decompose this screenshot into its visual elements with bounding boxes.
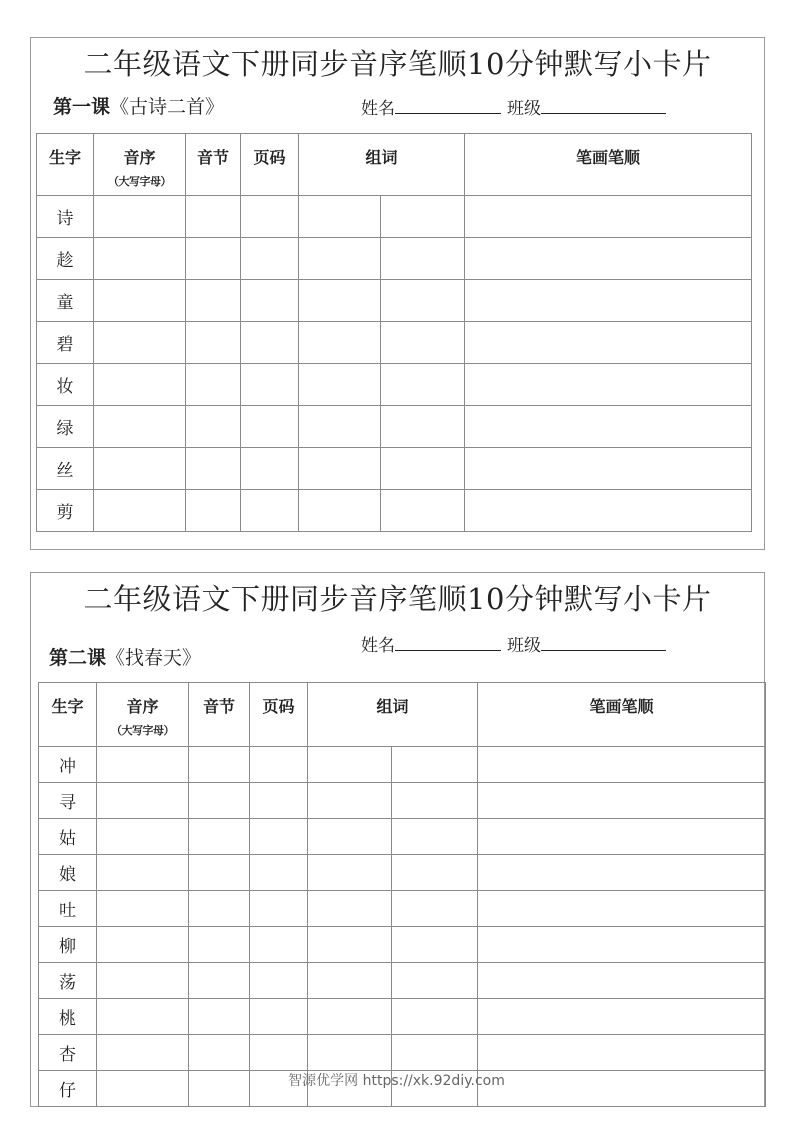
dictation-card-1: [30, 37, 765, 550]
class-field[interactable]: [507, 631, 666, 656]
strokes-cell[interactable]: [465, 490, 752, 532]
character-cell: 妆: [37, 364, 94, 406]
order-cell[interactable]: [97, 999, 189, 1035]
word-cell-1[interactable]: [308, 819, 392, 855]
table-row: [37, 280, 752, 322]
header-order: [94, 134, 186, 196]
word-cell-1[interactable]: [299, 448, 381, 490]
word-cell-2[interactable]: [381, 280, 465, 322]
page-cell[interactable]: [250, 1035, 308, 1071]
syllable-cell[interactable]: [189, 819, 250, 855]
word-cell-2[interactable]: [381, 322, 465, 364]
class-label: 班级: [507, 636, 541, 656]
syllable-cell[interactable]: [186, 196, 241, 238]
strokes-cell[interactable]: [465, 448, 752, 490]
strokes-cell[interactable]: [478, 783, 766, 819]
table-row: [39, 783, 766, 819]
word-cell-2[interactable]: [381, 238, 465, 280]
strokes-cell[interactable]: [478, 819, 766, 855]
character-cell: 吐: [39, 891, 97, 927]
word-cell-1[interactable]: [308, 855, 392, 891]
word-cell-1[interactable]: [308, 891, 392, 927]
header-strokes: 笔画笔顺: [478, 683, 766, 747]
page-cell[interactable]: [241, 364, 299, 406]
table-body: [37, 196, 752, 532]
order-cell[interactable]: [94, 406, 186, 448]
order-cell[interactable]: [97, 819, 189, 855]
header-words: 组词: [308, 683, 478, 747]
syllable-cell[interactable]: [189, 963, 250, 999]
table-row: [39, 819, 766, 855]
order-cell[interactable]: [97, 783, 189, 819]
strokes-cell[interactable]: [465, 280, 752, 322]
syllable-cell[interactable]: [189, 783, 250, 819]
strokes-cell[interactable]: [478, 927, 766, 963]
lesson-heading: [53, 92, 224, 119]
word-cell-2[interactable]: [392, 855, 478, 891]
page-cell[interactable]: [250, 819, 308, 855]
strokes-cell[interactable]: [465, 322, 752, 364]
order-cell[interactable]: [97, 1035, 189, 1071]
character-cell: 碧: [37, 322, 94, 364]
syllable-cell[interactable]: [189, 855, 250, 891]
table-row: [37, 406, 752, 448]
character-cell: 童: [37, 280, 94, 322]
word-cell-1[interactable]: [308, 963, 392, 999]
strokes-cell[interactable]: [478, 891, 766, 927]
order-cell[interactable]: [97, 747, 189, 783]
syllable-cell[interactable]: [189, 999, 250, 1035]
table-row: [37, 364, 752, 406]
order-cell[interactable]: [94, 490, 186, 532]
header-char: 生字: [37, 134, 94, 196]
strokes-cell[interactable]: [478, 963, 766, 999]
page-cell[interactable]: [250, 747, 308, 783]
name-label: 姓名: [361, 636, 395, 656]
page-cell[interactable]: [250, 783, 308, 819]
strokes-cell[interactable]: [465, 238, 752, 280]
character-cell: 姑: [39, 819, 97, 855]
word-cell-1[interactable]: [299, 280, 381, 322]
header-order-note: （大写字母）: [111, 724, 174, 737]
lesson-name: 《找春天》: [106, 647, 202, 669]
order-cell[interactable]: [97, 963, 189, 999]
page-cell[interactable]: [241, 238, 299, 280]
table-row: [39, 963, 766, 999]
table-body: [39, 747, 766, 1107]
strokes-cell[interactable]: [478, 855, 766, 891]
character-cell: 诗: [37, 196, 94, 238]
table-row: [39, 1035, 766, 1071]
word-cell-1[interactable]: [308, 783, 392, 819]
header-page: 页码: [250, 683, 308, 747]
word-cell-1[interactable]: [308, 927, 392, 963]
name-label: 姓名: [361, 99, 395, 119]
character-cell: 丝: [37, 448, 94, 490]
character-cell: 柳: [39, 927, 97, 963]
syllable-cell[interactable]: [186, 322, 241, 364]
order-cell[interactable]: [94, 448, 186, 490]
character-cell: 寻: [39, 783, 97, 819]
header-strokes: 笔画笔顺: [465, 134, 752, 196]
word-cell-1[interactable]: [299, 406, 381, 448]
header-words: 组词: [299, 134, 465, 196]
page-cell[interactable]: [250, 891, 308, 927]
dictation-table: [36, 133, 752, 532]
syllable-cell[interactable]: [186, 364, 241, 406]
table-row: [37, 238, 752, 280]
lesson-name: 《古诗二首》: [110, 96, 225, 118]
dictation-card-2: [30, 572, 765, 1107]
order-cell[interactable]: [97, 891, 189, 927]
syllable-cell[interactable]: [186, 490, 241, 532]
syllable-cell[interactable]: [189, 747, 250, 783]
class-field[interactable]: [507, 94, 666, 119]
syllable-cell[interactable]: [189, 927, 250, 963]
order-cell[interactable]: [97, 855, 189, 891]
character-cell: 剪: [37, 490, 94, 532]
name-blank[interactable]: [395, 99, 501, 114]
word-cell-2[interactable]: [381, 364, 465, 406]
word-cell-1[interactable]: [299, 490, 381, 532]
strokes-cell[interactable]: [465, 196, 752, 238]
table-row: [39, 891, 766, 927]
word-cell-1[interactable]: [299, 364, 381, 406]
class-blank[interactable]: [541, 99, 666, 114]
word-cell-2[interactable]: [392, 891, 478, 927]
name-field[interactable]: [361, 631, 501, 656]
page-cell[interactable]: [250, 855, 308, 891]
order-cell[interactable]: [97, 927, 189, 963]
syllable-cell[interactable]: [186, 448, 241, 490]
strokes-cell[interactable]: [465, 406, 752, 448]
order-cell[interactable]: [94, 364, 186, 406]
page-cell[interactable]: [241, 490, 299, 532]
page-cell[interactable]: [241, 448, 299, 490]
header-syllable: 音节: [186, 134, 241, 196]
header-syllable: 音节: [189, 683, 250, 747]
header-order-note: （大写字母）: [108, 175, 171, 188]
header-order-label: 音序: [123, 148, 156, 167]
order-cell[interactable]: [94, 322, 186, 364]
page-cell[interactable]: [241, 196, 299, 238]
character-cell: 绿: [37, 406, 94, 448]
word-cell-1[interactable]: [299, 238, 381, 280]
class-blank[interactable]: [541, 636, 666, 651]
character-cell: 冲: [39, 747, 97, 783]
order-cell[interactable]: [94, 196, 186, 238]
word-cell-1[interactable]: [299, 322, 381, 364]
word-cell-1[interactable]: [308, 999, 392, 1035]
word-cell-2[interactable]: [392, 819, 478, 855]
word-cell-2[interactable]: [392, 999, 478, 1035]
word-cell-2[interactable]: [381, 490, 465, 532]
strokes-cell[interactable]: [465, 364, 752, 406]
header-order: [97, 683, 189, 747]
syllable-cell[interactable]: [189, 891, 250, 927]
word-cell-2[interactable]: [392, 747, 478, 783]
character-cell: 桃: [39, 999, 97, 1035]
table-row: [39, 999, 766, 1035]
class-label: 班级: [507, 99, 541, 119]
word-cell-2[interactable]: [392, 963, 478, 999]
character-cell: 荡: [39, 963, 97, 999]
syllable-cell[interactable]: [186, 406, 241, 448]
page-cell[interactable]: [241, 322, 299, 364]
lesson-number: 第一课: [53, 96, 111, 118]
word-cell-1[interactable]: [308, 1035, 392, 1071]
word-cell-2[interactable]: [381, 196, 465, 238]
header-order-label: 音序: [126, 697, 159, 716]
strokes-cell[interactable]: [478, 999, 766, 1035]
page-cell[interactable]: [250, 999, 308, 1035]
card-title: 二年级语文下册同步音序笔顺10分钟默写小卡片: [83, 582, 712, 616]
page-cell[interactable]: [241, 280, 299, 322]
lesson-number: 第二课: [49, 647, 107, 669]
syllable-cell[interactable]: [186, 280, 241, 322]
word-cell-1[interactable]: [299, 196, 381, 238]
word-cell-1[interactable]: [308, 747, 392, 783]
order-cell[interactable]: [94, 280, 186, 322]
word-cell-2[interactable]: [381, 406, 465, 448]
character-cell: 仔: [39, 1071, 97, 1107]
strokes-cell[interactable]: [478, 747, 766, 783]
syllable-cell[interactable]: [186, 238, 241, 280]
page-cell[interactable]: [250, 963, 308, 999]
table-row: [39, 855, 766, 891]
character-cell: 娘: [39, 855, 97, 891]
word-cell-2[interactable]: [392, 1035, 478, 1071]
table-row: [37, 490, 752, 532]
character-cell: 趁: [37, 238, 94, 280]
word-cell-2[interactable]: [392, 927, 478, 963]
page-cell[interactable]: [241, 406, 299, 448]
page-cell[interactable]: [250, 927, 308, 963]
footer-watermark: 智源优学网 https://xk.92diy.com: [288, 1073, 505, 1089]
word-cell-2[interactable]: [381, 448, 465, 490]
character-cell: 杏: [39, 1035, 97, 1071]
card-title: 二年级语文下册同步音序笔顺10分钟默写小卡片: [83, 47, 712, 81]
header-char: 生字: [39, 683, 97, 747]
table-row: [37, 322, 752, 364]
name-blank[interactable]: [395, 636, 501, 651]
order-cell[interactable]: [94, 238, 186, 280]
table-row: [39, 747, 766, 783]
lesson-heading: [49, 643, 201, 670]
word-cell-2[interactable]: [392, 783, 478, 819]
strokes-cell[interactable]: [478, 1035, 766, 1071]
dictation-table: [38, 682, 766, 1107]
table-row: [37, 196, 752, 238]
syllable-cell[interactable]: [189, 1035, 250, 1071]
name-field[interactable]: [361, 94, 501, 119]
table-row: [37, 448, 752, 490]
table-row: [39, 927, 766, 963]
header-page: 页码: [241, 134, 299, 196]
